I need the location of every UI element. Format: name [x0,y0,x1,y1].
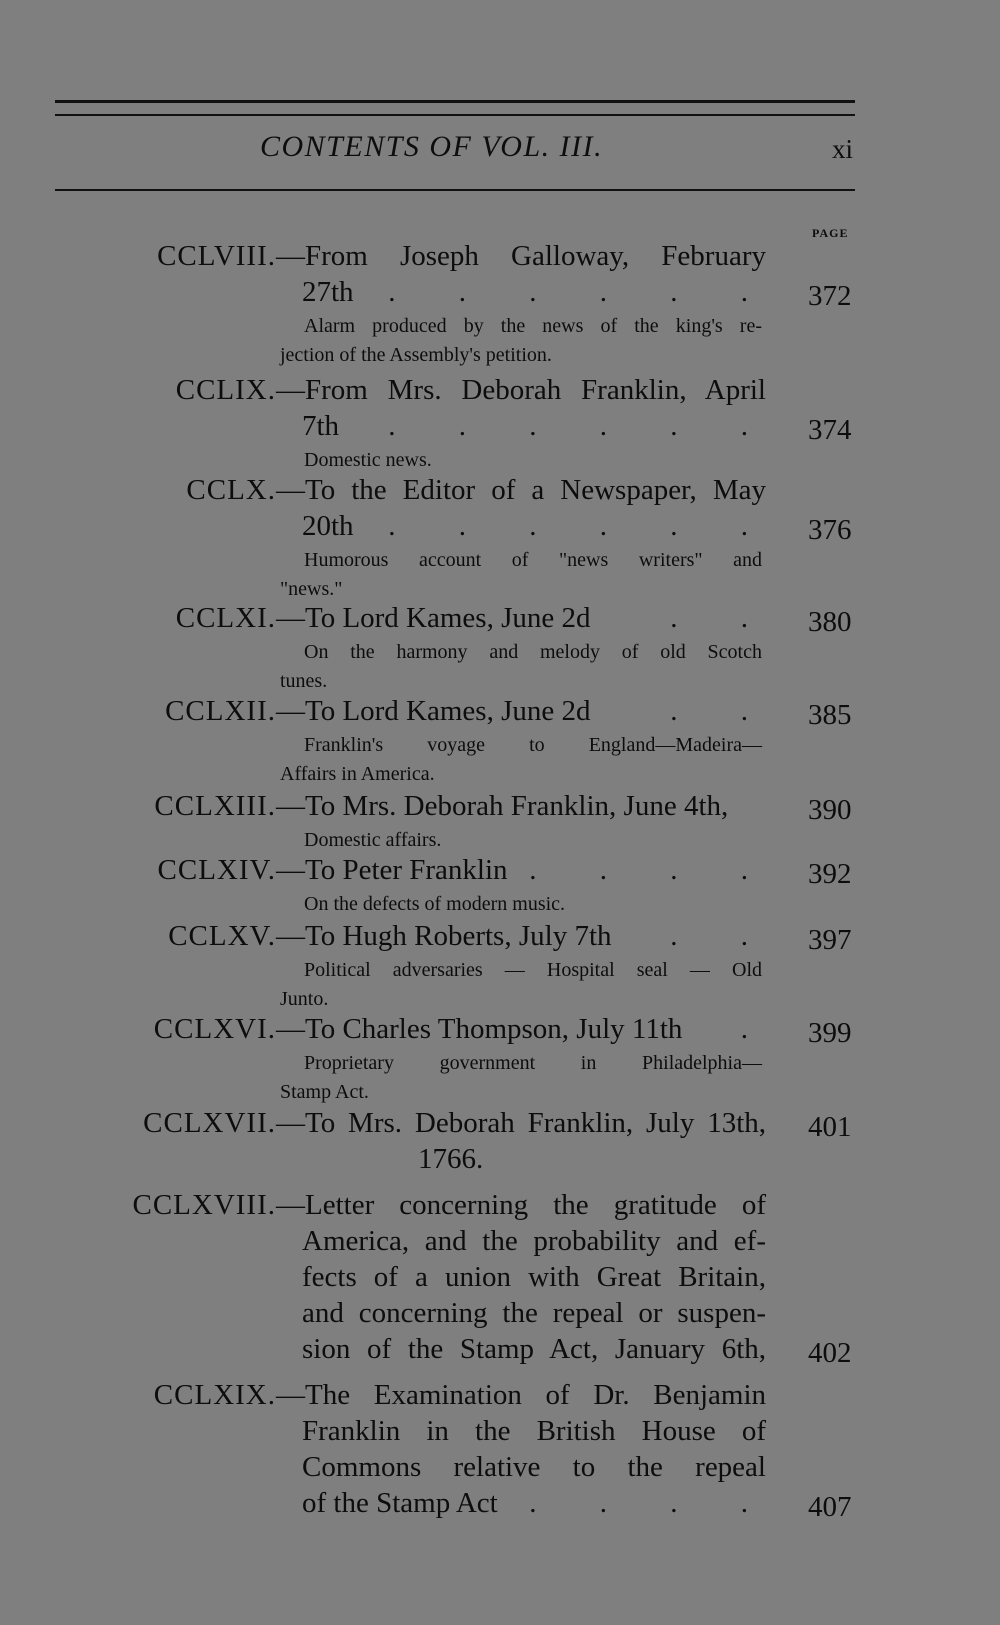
page-column-label: PAGE [812,226,849,240]
entry-description-line: Domestic news. [304,449,432,471]
entry-page-number: 385 [808,699,852,731]
leader-dots: . . [670,602,776,634]
entry-page-number: 402 [808,1337,852,1369]
entry-title-line: —The Examination of Dr. Benjamin [276,1379,766,1411]
entry-title-line: —To Charles Thompson, July 11th [276,1013,683,1045]
entry-title-line: —To Hugh Roberts, July 7th [276,920,612,952]
entry-number: CCLXIII. [154,790,276,822]
entry-page-number: 397 [808,924,852,956]
entry-description-line: "news." [280,578,343,600]
header-underline-rule [55,189,855,191]
entry-number: CCLXVI. [153,1013,276,1045]
entry-title-line: Commons relative to the repeal [302,1451,766,1483]
entry-number: CCLXIX. [153,1379,276,1411]
entry-title-line: —Letter concerning the gratitude of [276,1189,766,1221]
entry-title-line: —From Mrs. Deborah Franklin, April [276,374,766,406]
leader-dots: . [740,1013,776,1045]
top-rule-thick [55,100,855,103]
leader-dots: . . . . . . [388,276,776,308]
entry-title-line: of the Stamp Act [302,1487,498,1519]
entry-number: CCLIX. [175,374,276,406]
leader-dots: . . . . [529,1487,776,1519]
entry-page-number: 374 [808,414,852,446]
entry-title-line: —To Lord Kames, June 2d [276,602,591,634]
entry-number: CCLXVII. [143,1107,276,1139]
entry-title-line: Franklin in the British House of [302,1415,766,1447]
entry-description-line: Humorous account of "news writers" and [304,549,762,571]
entry-description-line: Political adversaries — Hospital seal — Old [304,959,762,981]
top-rule-thin [55,114,855,116]
entry-title-line: —From Joseph Galloway, February [276,240,766,272]
entry-number: CCLXI. [175,602,276,634]
entry-title-line: and concerning the repeal or suspen- [302,1297,766,1329]
running-head-title: CONTENTS OF VOL. III. [260,130,604,163]
entry-title-line: sion of the Stamp Act, January 6th, [302,1333,766,1365]
running-head-page-number: xi [832,134,854,164]
entry-page-number: 390 [808,794,852,826]
entry-description-line: Junto. [280,988,329,1010]
entry-title-line: 7th [302,410,340,442]
entry-description-line: Domestic affairs. [304,829,442,851]
entry-page-number: 407 [808,1491,852,1523]
entry-page-number: 380 [808,606,852,638]
entry-description-line: Proprietary government in Philadelphia— [304,1052,762,1074]
entry-page-number: 376 [808,514,852,546]
leader-dots: . . [670,920,776,952]
leader-dots: . . [670,695,776,727]
leader-dots: . . . . . . [388,410,776,442]
entry-title-line: fects of a union with Great Britain, [302,1261,766,1293]
entry-number: CCLVIII. [157,240,276,272]
entry-page-number: 392 [808,858,852,890]
entry-number: CCLXV. [168,920,276,952]
entry-description-line: On the harmony and melody of old Scotch [304,641,762,663]
entry-description-line: Franklin's voyage to England—Madeira— [304,734,762,756]
entry-page-number: 401 [808,1111,852,1143]
entry-description-line: tunes. [280,670,328,692]
entry-description-line: On the defects of modern music. [304,893,566,915]
entry-title-line: —To Peter Franklin [276,854,508,886]
entry-page-number: 372 [808,280,852,312]
entry-description-line: jection of the Assembly's petition. [280,344,552,366]
entry-title-line: 20th [302,510,354,542]
leader-dots: . . . . [529,854,776,886]
entry-title-line: —To the Editor of a Newspaper, May [276,474,766,506]
entry-title-line: —To Mrs. Deborah Franklin, June 4th, [276,790,729,822]
entry-title-line: —To Mrs. Deborah Franklin, July 13th, [276,1107,766,1139]
entry-number: CCLXII. [165,695,276,727]
entry-title-line: 27th [302,276,354,308]
entry-description-line: Stamp Act. [280,1081,369,1103]
entry-description-line: Alarm produced by the news of the king's re- [304,315,762,337]
entry-title-line: America, and the probability and ef- [302,1225,766,1257]
entry-title-line: 1766. [418,1143,484,1175]
entry-number: CCLXVIII. [132,1189,276,1221]
entry-number: CCLX. [186,474,276,506]
entry-page-number: 399 [808,1017,852,1049]
entry-description-line: Affairs in America. [280,763,435,785]
entry-title-line: —To Lord Kames, June 2d [276,695,591,727]
entry-number: CCLXIV. [157,854,276,886]
leader-dots: . . . . . . [388,510,776,542]
